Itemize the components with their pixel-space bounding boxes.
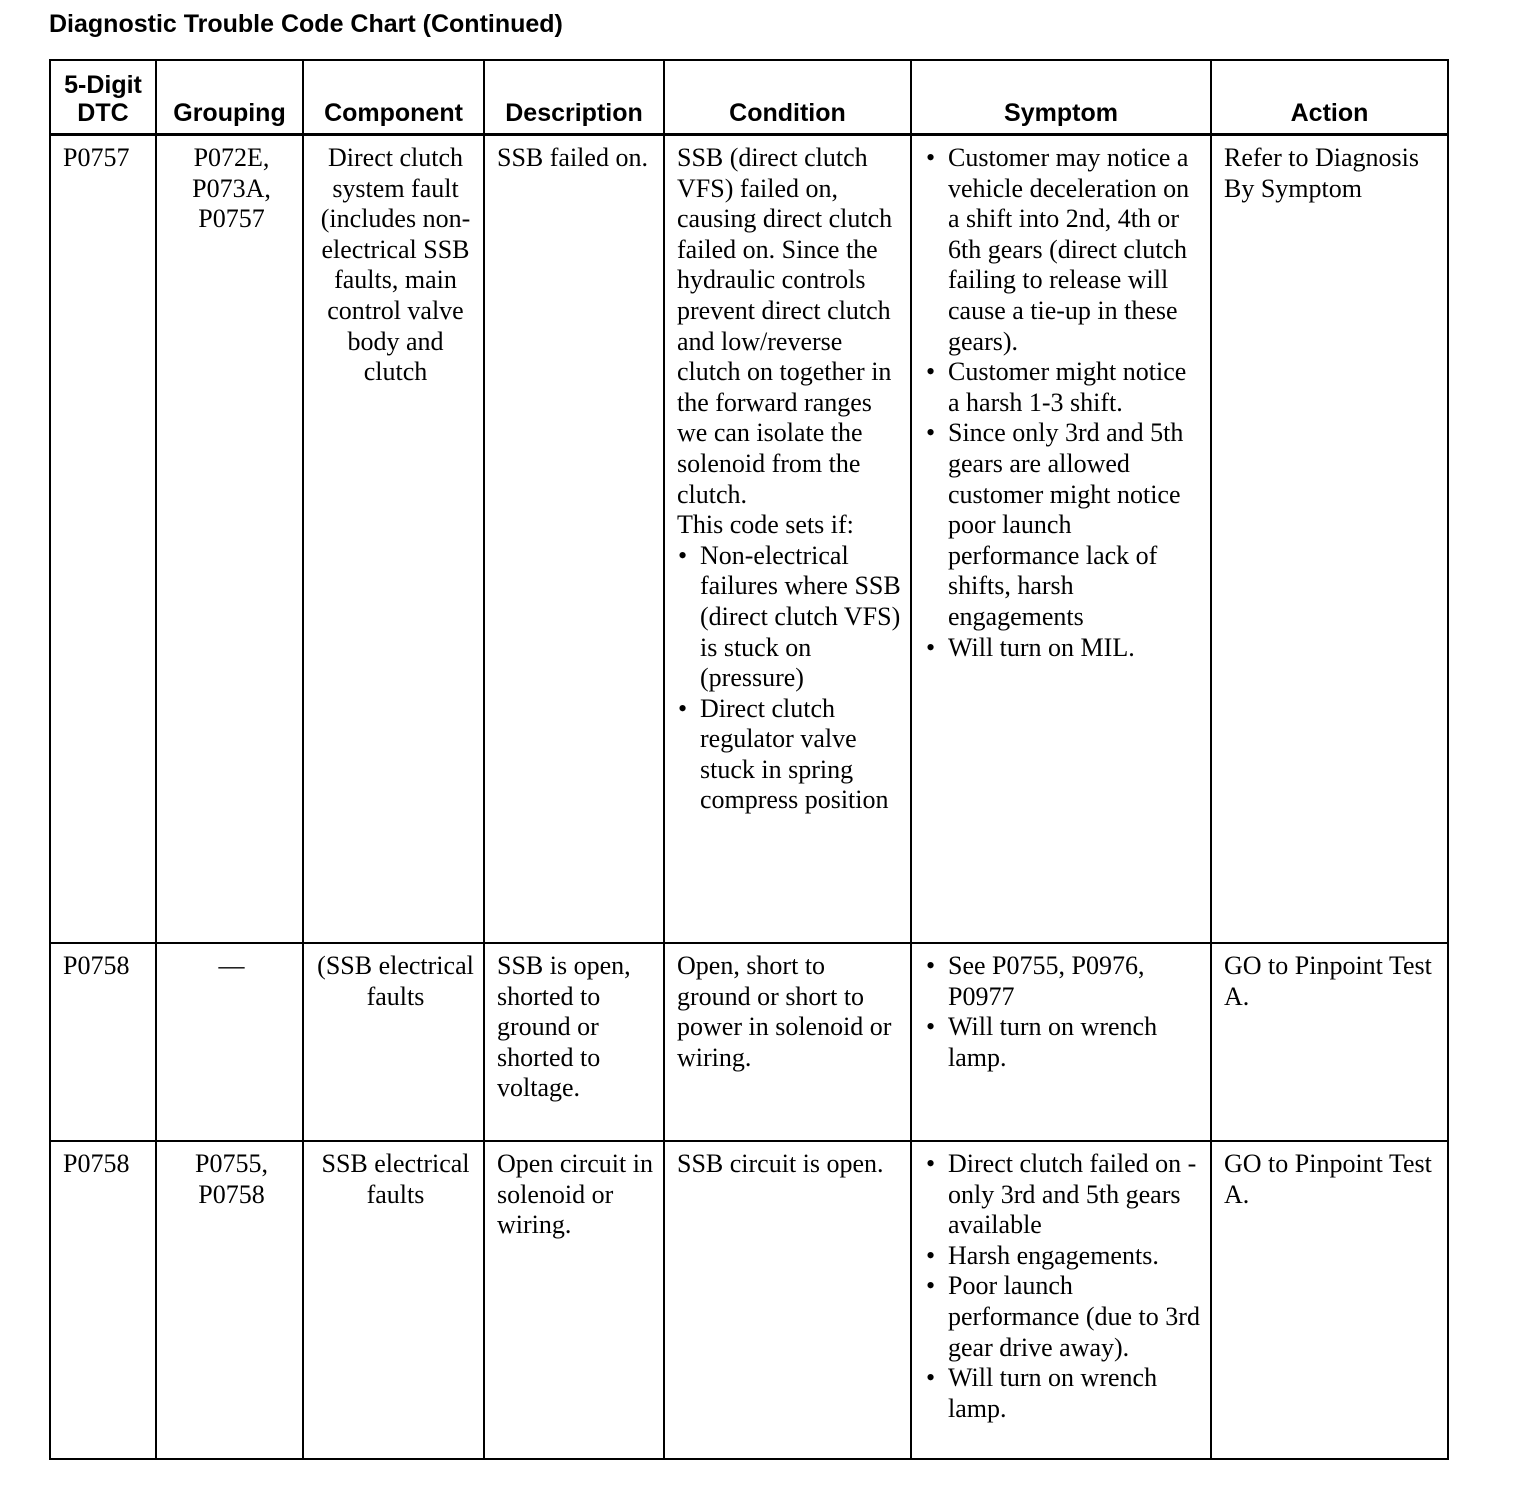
symptom-item: • Customer may notice a vehicle deceleration on a shift into 2nd, 4th or 6th gears (direct clutch failing to release will cause a tie-up in these gears). xyxy=(924,143,1202,357)
symptom-item: • Will turn on wrench lamp. xyxy=(924,1363,1202,1424)
cell-action: GO to Pinpoint Test A. xyxy=(1211,943,1448,1141)
cell-description: SSB is open, shorted to ground or shorted to voltage. xyxy=(484,943,664,1141)
symptom-list xyxy=(924,951,1202,1073)
symptom-list xyxy=(924,143,1202,663)
cell-grouping: P072E, P073A, P0757 xyxy=(156,135,303,944)
cell-component: Direct clutch system fault (includes non-electrical SSB faults, main control valve body and clutch xyxy=(303,135,484,944)
header-component: Component xyxy=(303,60,484,135)
cell-action: GO to Pinpoint Test A. xyxy=(1211,1141,1448,1459)
header-row xyxy=(50,60,1448,135)
header-action: Action xyxy=(1211,60,1448,135)
header-grouping: Grouping xyxy=(156,60,303,135)
symptom-item: • Will turn on wrench lamp. xyxy=(924,1012,1202,1073)
condition-intro: This code sets if: xyxy=(677,510,854,540)
symptom-item: • Customer might notice a harsh 1-3 shift. xyxy=(924,357,1202,418)
header-dtc xyxy=(50,60,156,135)
cell-condition: SSB circuit is open. xyxy=(664,1141,911,1459)
cell-grouping: P0755, P0758 xyxy=(156,1141,303,1459)
header-dtc-line2: DTC xyxy=(77,99,129,127)
table-row xyxy=(50,135,1448,944)
table-row xyxy=(50,943,1448,1141)
cell-condition xyxy=(664,135,911,944)
header-symptom: Symptom xyxy=(911,60,1211,135)
condition-text: SSB (direct clutch VFS) failed on, causing direct clutch failed on. Since the hydraulic controls prevent direct clutch and low/reverse clutch on together in the forward ranges we can isolate the solenoid from the clutch. xyxy=(677,143,893,509)
condition-bullet-list xyxy=(677,541,902,816)
cell-action: Refer to Diagnosis By Symptom xyxy=(1211,135,1448,944)
symptom-item: • Poor launch performance (due to 3rd gear drive away). xyxy=(924,1271,1202,1363)
symptom-list xyxy=(924,1149,1202,1424)
cell-description: SSB failed on. xyxy=(484,135,664,944)
cell-symptom xyxy=(911,943,1211,1141)
header-description: Description xyxy=(484,60,664,135)
header-condition: Condition xyxy=(664,60,911,135)
symptom-item: • Harsh engagements. xyxy=(924,1241,1202,1272)
symptom-item: • Will turn on MIL. xyxy=(924,633,1202,664)
table-row xyxy=(50,1141,1448,1459)
condition-bullet: • Non-electrical failures where SSB (direct clutch VFS) is stuck on (pressure) xyxy=(677,541,902,694)
cell-dtc: P0758 xyxy=(50,943,156,1141)
header-dtc-line1: 5-Digit xyxy=(64,71,142,99)
cell-grouping: — xyxy=(156,943,303,1141)
cell-description: Open circuit in solenoid or wiring. xyxy=(484,1141,664,1459)
cell-component: SSB electrical faults xyxy=(303,1141,484,1459)
dtc-table xyxy=(49,59,1449,1460)
page-title: Diagnostic Trouble Code Chart (Continued) xyxy=(49,10,563,38)
symptom-item: • Direct clutch failed on - only 3rd and 5th gears available xyxy=(924,1149,1202,1241)
symptom-item: • Since only 3rd and 5th gears are allowed customer might notice poor launch performance lack of shifts, harsh engagements xyxy=(924,418,1202,632)
cell-component: (SSB electrical faults xyxy=(303,943,484,1141)
cell-dtc: P0758 xyxy=(50,1141,156,1459)
condition-bullet: • Direct clutch regulator valve stuck in spring compress position xyxy=(677,694,902,816)
symptom-item: • See P0755, P0976, P0977 xyxy=(924,951,1202,1012)
cell-symptom xyxy=(911,1141,1211,1459)
cell-condition: Open, short to ground or short to power in solenoid or wiring. xyxy=(664,943,911,1141)
cell-symptom xyxy=(911,135,1211,944)
cell-dtc: P0757 xyxy=(50,135,156,944)
